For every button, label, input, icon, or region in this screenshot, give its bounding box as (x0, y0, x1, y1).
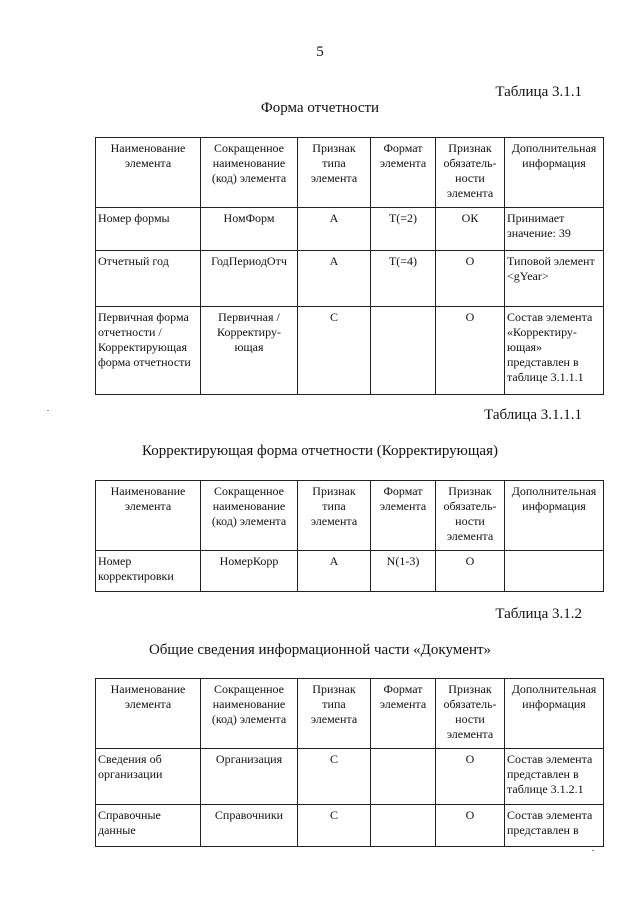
header-name: Наименование элемента (96, 138, 201, 208)
header-required: Признак обязатель-ности элемента (436, 679, 505, 749)
cell-additional: Типовой элемент <gYear> (505, 251, 604, 307)
table-title-obshchie-svedeniya: Общие сведения информационной части «Документ» (148, 642, 492, 658)
cell-required: О (436, 251, 505, 307)
table-caption-3-1-1: Таблица 3.1.1 (495, 84, 582, 100)
cell-additional: Состав элемента «Корректиру-ющая» представлен в таблице 3.1.1.1 (505, 307, 604, 395)
header-required: Признак обязатель-ности элемента (436, 481, 505, 551)
table-forma-otchetnosti (95, 137, 604, 395)
table-row (96, 251, 604, 307)
cell-additional: Состав элемента представлен в таблице 3.1.2.1 (505, 749, 604, 805)
header-type: Признак типа элемента (298, 679, 371, 749)
cell-format (371, 307, 436, 395)
table-caption-3-1-1-1: Таблица 3.1.1.1 (484, 407, 582, 423)
cell-code: ГодПериодОтч (201, 251, 298, 307)
cell-code: НомФорм (201, 208, 298, 251)
table-title-forma-otchetnosti: Форма отчетности (260, 100, 380, 116)
cell-code: Организация (201, 749, 298, 805)
cell-required: О (436, 749, 505, 805)
scan-speck (592, 850, 594, 851)
table-header-row (96, 481, 604, 551)
cell-additional (505, 551, 604, 592)
cell-type: А (298, 208, 371, 251)
header-code: Сокращенное наименование (код) элемента (201, 679, 298, 749)
cell-code: Первичная / Корректиру-ющая (201, 307, 298, 395)
header-name: Наименование элемента (96, 481, 201, 551)
header-format: Формат элемента (371, 679, 436, 749)
cell-required: О (436, 551, 505, 592)
cell-required: О (436, 307, 505, 395)
table-korrektiruyushchaya (95, 480, 604, 592)
header-format: Формат элемента (371, 138, 436, 208)
cell-format (371, 749, 436, 805)
table-header-row (96, 679, 604, 749)
cell-format: N(1-3) (371, 551, 436, 592)
table-row (96, 749, 604, 805)
cell-type: С (298, 307, 371, 395)
table-row (96, 208, 604, 251)
cell-required: О (436, 805, 505, 847)
cell-additional: Принимает значение: 39 (505, 208, 604, 251)
cell-additional: Состав элемента представлен в (505, 805, 604, 847)
cell-name: Сведения об организации (96, 749, 201, 805)
header-name: Наименование элемента (96, 679, 201, 749)
cell-name: Номер формы (96, 208, 201, 251)
table-row (96, 307, 604, 395)
header-type: Признак типа элемента (298, 138, 371, 208)
header-additional: Дополнительная информация (505, 679, 604, 749)
table-row (96, 805, 604, 847)
header-format: Формат элемента (371, 481, 436, 551)
cell-required: ОК (436, 208, 505, 251)
header-additional: Дополнительная информация (505, 138, 604, 208)
cell-name: Номер корректировки (96, 551, 201, 592)
cell-code: Справочники (201, 805, 298, 847)
header-code: Сокращенное наименование (код) элемента (201, 138, 298, 208)
table-title-korrektiruyushchaya: Корректирующая форма отчетности (Корректирующая) (142, 443, 498, 459)
scan-speck (47, 410, 49, 411)
table-header-row (96, 138, 604, 208)
header-additional: Дополнительная информация (505, 481, 604, 551)
cell-type: А (298, 551, 371, 592)
cell-type: С (298, 805, 371, 847)
cell-name: Справочные данные (96, 805, 201, 847)
cell-type: А (298, 251, 371, 307)
cell-name: Первичная форма отчетности / Корректирующая форма отчетности (96, 307, 201, 395)
cell-format: T(=4) (371, 251, 436, 307)
table-obshchie-svedeniya (95, 678, 604, 847)
page-number: 5 (316, 44, 324, 60)
header-required: Признак обязатель-ности элемента (436, 138, 505, 208)
header-type: Признак типа элемента (298, 481, 371, 551)
cell-name: Отчетный год (96, 251, 201, 307)
cell-type: С (298, 749, 371, 805)
cell-format (371, 805, 436, 847)
table-row (96, 551, 604, 592)
table-caption-3-1-2: Таблица 3.1.2 (495, 606, 582, 622)
cell-format: T(=2) (371, 208, 436, 251)
header-code: Сокращенное наименование (код) элемента (201, 481, 298, 551)
cell-code: НомерКорр (201, 551, 298, 592)
